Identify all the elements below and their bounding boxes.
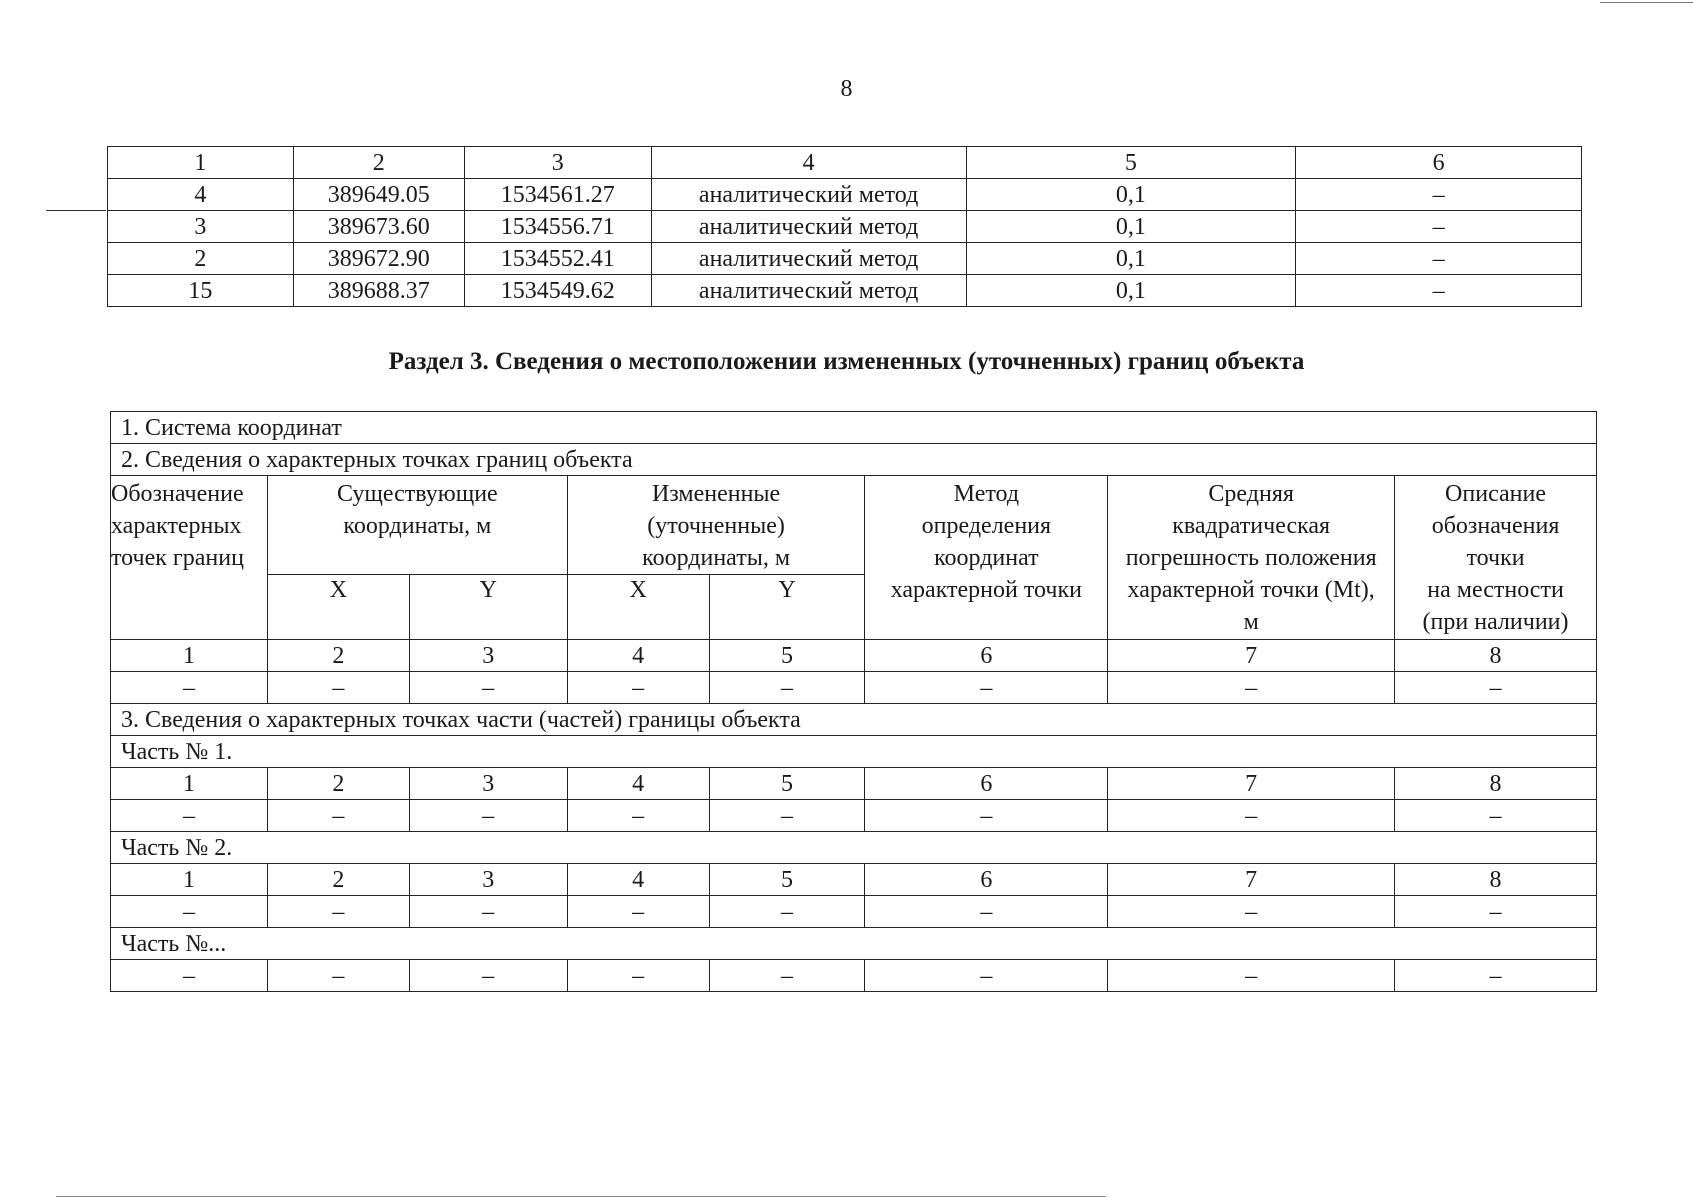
header-line: на местности	[1427, 577, 1564, 603]
y-coordinate: 1534556.71	[464, 211, 651, 243]
header-line: характерной точки (Mt),	[1127, 577, 1375, 603]
dash-cell: –	[709, 960, 865, 992]
error-value: 0,1	[966, 243, 1296, 275]
error-value: 0,1	[966, 211, 1296, 243]
dash-cell: –	[267, 960, 409, 992]
column-number: 2	[267, 640, 409, 672]
dash-cell: –	[1108, 960, 1395, 992]
dash-cell: –	[865, 672, 1108, 704]
dash-cell: –	[709, 672, 865, 704]
dash-cell: –	[111, 800, 268, 832]
section-title: Раздел 3. Сведения о местоположении измененных (уточненных) границ объекта	[388, 348, 1305, 375]
column-number: 4	[567, 864, 709, 896]
error-value: 0,1	[966, 275, 1296, 307]
method: аналитический метод	[651, 275, 966, 307]
header-line: (при наличии)	[1422, 609, 1569, 635]
header-line: Обозначение	[111, 481, 244, 507]
dash-cell: –	[567, 896, 709, 928]
header-line: м	[1243, 609, 1259, 635]
dash-cell: –	[1108, 800, 1395, 832]
dash-cell: –	[111, 672, 268, 704]
changed-x-header: X	[567, 575, 709, 640]
part1-row	[111, 736, 1597, 768]
column-numbers-row	[111, 864, 1597, 896]
point-number: 2	[108, 243, 294, 275]
boundary-points-table	[110, 411, 1597, 992]
dash-cell: –	[1108, 896, 1395, 928]
header-line: (уточненные)	[647, 513, 785, 539]
dash-row	[111, 896, 1597, 928]
method: аналитический метод	[651, 179, 966, 211]
dash-cell: –	[1395, 896, 1597, 928]
column-number: 7	[1108, 864, 1395, 896]
column-number: 5	[966, 147, 1296, 179]
column-number: 8	[1395, 768, 1597, 800]
header-line: определения	[921, 513, 1052, 539]
coordinate-system-label: 1. Система координат	[111, 412, 1597, 444]
coordinate-system-row	[111, 412, 1597, 444]
point-number: 4	[108, 179, 294, 211]
column-numbers-row	[111, 768, 1597, 800]
column-number: 7	[1108, 768, 1395, 800]
column-number: 2	[267, 768, 409, 800]
dash-cell: –	[409, 800, 567, 832]
header-line: погрешность положения	[1125, 545, 1377, 571]
x-coordinate: 389673.60	[293, 211, 464, 243]
description: –	[1296, 211, 1582, 243]
changed-coordinates-header	[567, 476, 865, 575]
error-value: 0,1	[966, 179, 1296, 211]
table-row	[108, 275, 1582, 307]
column-number: 6	[865, 640, 1108, 672]
coordinates-table	[107, 146, 1582, 307]
column-number: 3	[464, 147, 651, 179]
dash-cell: –	[267, 672, 409, 704]
header-line: характерных	[111, 513, 242, 539]
points-title-row	[111, 444, 1597, 476]
table-header-row	[108, 147, 1582, 179]
header-line: обозначения	[1431, 513, 1560, 539]
scan-artifact-line	[1600, 2, 1693, 3]
column-number: 6	[865, 864, 1108, 896]
header-line: Метод	[953, 481, 1020, 507]
header-line: Описание	[1445, 481, 1547, 507]
dash-row	[111, 800, 1597, 832]
column-number: 8	[1395, 640, 1597, 672]
dash-cell: –	[267, 896, 409, 928]
dash-row	[111, 960, 1597, 992]
existing-x-header: X	[267, 575, 409, 640]
column-number: 5	[709, 768, 865, 800]
existing-y-header: Y	[409, 575, 567, 640]
part-label: Часть № 1.	[111, 736, 1597, 768]
header-line: Существующие	[336, 481, 498, 507]
part2-row	[111, 832, 1597, 864]
dash-cell: –	[567, 960, 709, 992]
column-number: 6	[865, 768, 1108, 800]
column-number: 1	[111, 640, 268, 672]
column-number: 1	[108, 147, 294, 179]
y-coordinate: 1534561.27	[464, 179, 651, 211]
column-number: 4	[567, 640, 709, 672]
column-number: 5	[709, 640, 865, 672]
existing-coordinates-header	[267, 476, 567, 575]
dash-cell: –	[865, 800, 1108, 832]
description: –	[1296, 179, 1582, 211]
dash-cell: –	[111, 896, 268, 928]
header-line: координаты, м	[343, 513, 492, 539]
x-coordinate: 389688.37	[293, 275, 464, 307]
dash-cell: –	[267, 800, 409, 832]
column-number: 3	[409, 864, 567, 896]
column-number: 4	[567, 768, 709, 800]
x-coordinate: 389672.90	[293, 243, 464, 275]
changed-y-header: Y	[709, 575, 865, 640]
dash-cell: –	[709, 800, 865, 832]
column-number: 3	[409, 768, 567, 800]
dash-cell: –	[409, 960, 567, 992]
header-line: характерной точки	[890, 577, 1082, 603]
designation-header	[111, 476, 268, 640]
header-line: Средняя	[1208, 481, 1294, 507]
table-header-row	[111, 476, 1597, 575]
points-section-label: 2. Сведения о характерных точках границ объекта	[111, 444, 1597, 476]
column-number: 3	[409, 640, 567, 672]
dash-row	[111, 672, 1597, 704]
column-number: 1	[111, 768, 268, 800]
dash-cell: –	[567, 672, 709, 704]
dash-cell: –	[567, 800, 709, 832]
parts-section-label: 3. Сведения о характерных точках части (частей) границы объекта	[111, 704, 1597, 736]
part-label: Часть №...	[111, 928, 1597, 960]
column-number: 8	[1395, 864, 1597, 896]
dash-cell: –	[709, 896, 865, 928]
point-number: 15	[108, 275, 294, 307]
part-n-row	[111, 928, 1597, 960]
column-number: 5	[709, 864, 865, 896]
header-line: квадратическая	[1172, 513, 1331, 539]
scan-artifact-line	[56, 1196, 1106, 1197]
x-coordinate: 389649.05	[293, 179, 464, 211]
header-line: Измененные	[651, 481, 781, 507]
column-numbers-row	[111, 640, 1597, 672]
dash-cell: –	[409, 672, 567, 704]
description: –	[1296, 243, 1582, 275]
column-number: 2	[293, 147, 464, 179]
description-header	[1395, 476, 1597, 640]
header-line: точек границ	[111, 545, 244, 571]
dash-cell: –	[1395, 800, 1597, 832]
table-row	[108, 179, 1582, 211]
dash-cell: –	[1395, 672, 1597, 704]
column-number: 7	[1108, 640, 1395, 672]
method: аналитический метод	[651, 243, 966, 275]
page-number: 8	[840, 76, 853, 102]
point-number: 3	[108, 211, 294, 243]
column-number: 1	[111, 864, 268, 896]
table-row	[108, 211, 1582, 243]
column-number: 6	[1296, 147, 1582, 179]
header-line: координаты, м	[642, 545, 791, 571]
table-row	[108, 243, 1582, 275]
description: –	[1296, 275, 1582, 307]
method: аналитический метод	[651, 211, 966, 243]
error-header	[1108, 476, 1395, 640]
y-coordinate: 1534552.41	[464, 243, 651, 275]
y-coordinate: 1534549.62	[464, 275, 651, 307]
dash-cell: –	[865, 960, 1108, 992]
parts-title-row	[111, 704, 1597, 736]
method-header	[865, 476, 1108, 640]
column-number: 4	[651, 147, 966, 179]
dash-cell: –	[1108, 672, 1395, 704]
scan-artifact-line	[46, 210, 106, 211]
dash-cell: –	[865, 896, 1108, 928]
header-line: точки	[1466, 545, 1525, 571]
dash-cell: –	[1395, 960, 1597, 992]
part-label: Часть № 2.	[111, 832, 1597, 864]
dash-cell: –	[111, 960, 268, 992]
column-number: 2	[267, 864, 409, 896]
header-line: координат	[934, 545, 1039, 571]
dash-cell: –	[409, 896, 567, 928]
